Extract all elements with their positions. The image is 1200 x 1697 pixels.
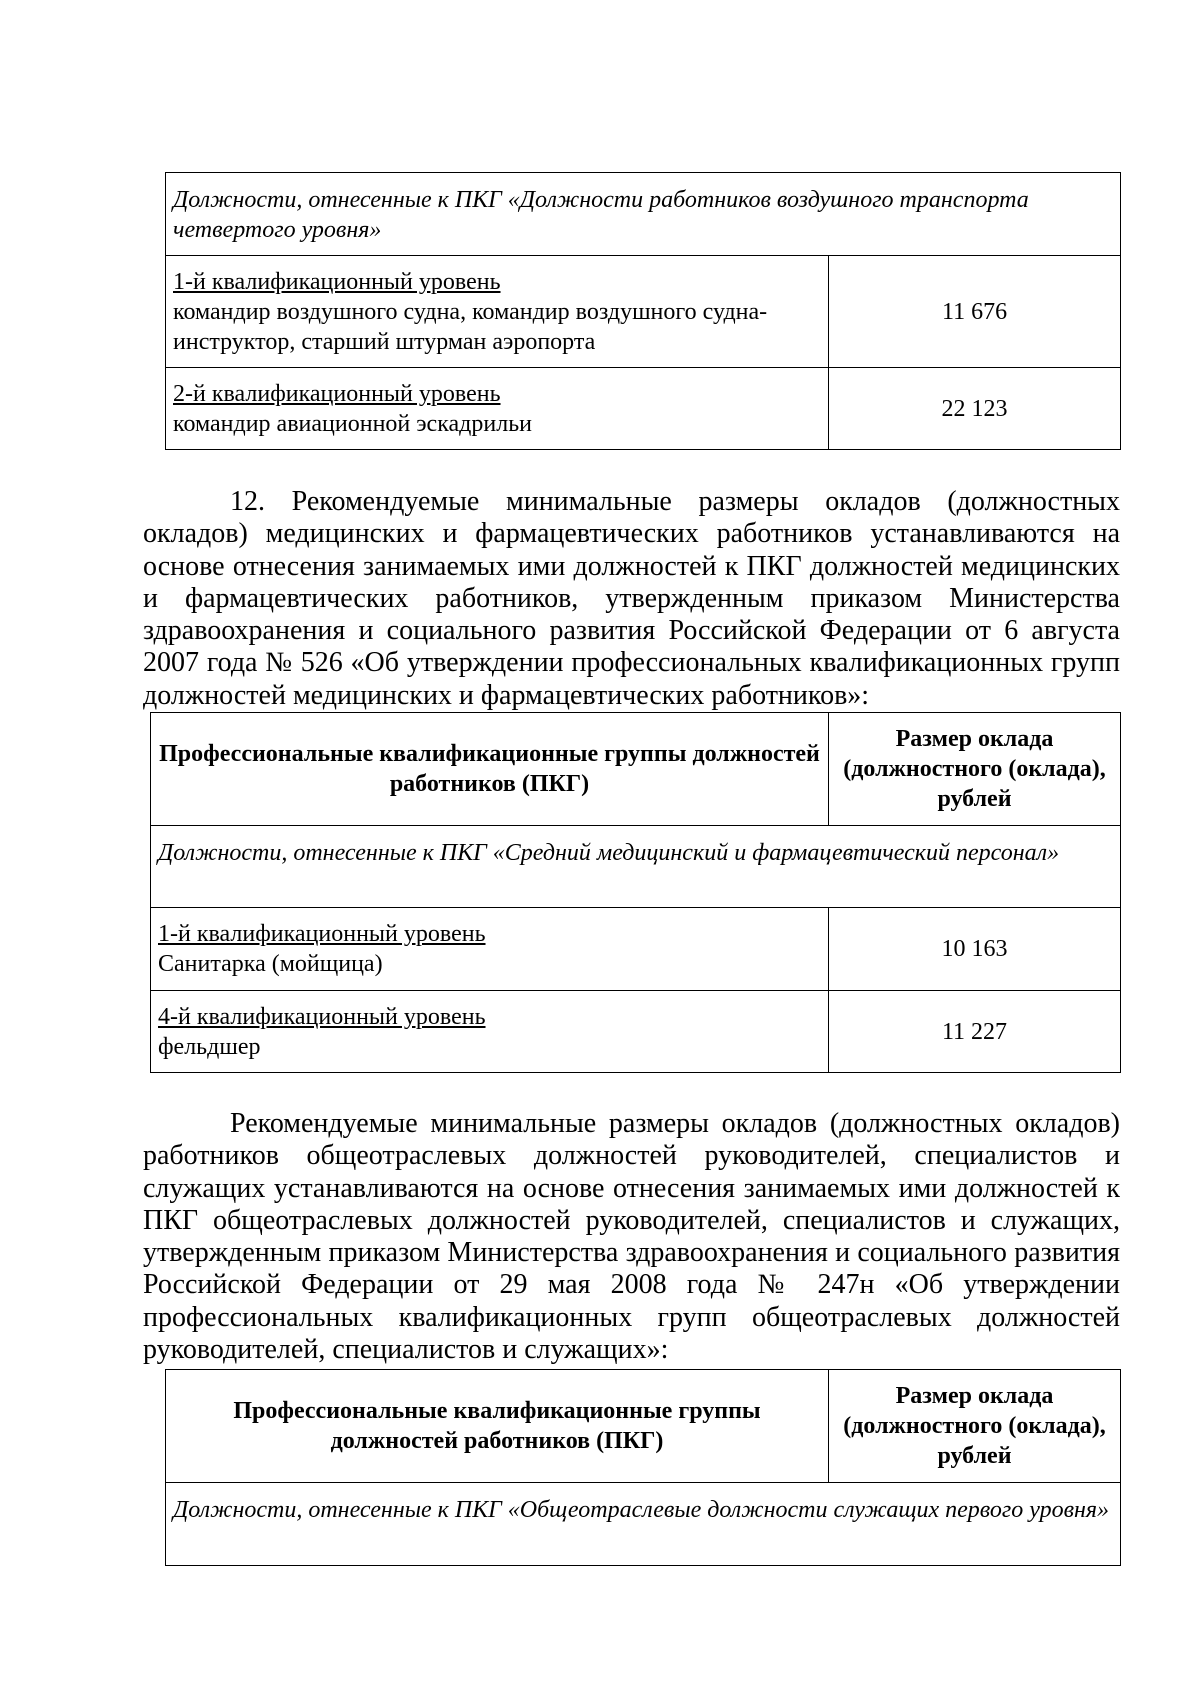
qualification-level: 4-й квалификационный уровень [158,1003,486,1030]
header-salary-size: Размер оклада (должностного (оклада), рублей [829,1370,1121,1483]
qualification-level: 2-й квалификационный уровень [173,380,501,407]
qualification-level: 1-й квалификационный уровень [173,268,501,295]
salary-value: 22 123 [829,368,1121,450]
position-list: Санитарка (мойщица) [158,951,383,977]
position-cell [166,368,829,450]
position-cell [151,908,829,991]
salary-value: 11 676 [829,256,1121,368]
paragraph-medical-salaries [143,486,1120,712]
position-list: командир воздушного судна, командир воздушного судна-инструктор, старший штурман аэропорта [173,298,768,355]
header-salary-size: Размер оклада (должностного (оклада), рублей [829,713,1121,826]
medical-salary-table [150,712,1121,1073]
group-title-row [151,826,1121,908]
general-salary-table [165,1369,1121,1566]
group-title-row [166,173,1121,256]
salary-value: 10 163 [829,908,1121,991]
position-list: командир авиационной эскадрильи [173,410,532,437]
header-pkg-groups: Профессиональные квалификационные группы должностей работников (ПКГ) [151,713,829,826]
position-cell [151,991,829,1073]
paragraph-text: Рекомендуемые минимальные размеры окладов (должностных окладов) работников общеотраслевых должностей руководителей, специалистов и служащих устанавливаются на основе отнесения занимаемых ими должностей к ПКГ общеотраслевых должностей руководителей, специалистов и служащих, утвержденным приказом Министерства здравоохранения и социального развития Российской Федерации от 29 мая 2008 года № 247н «Об утверждении профессиональных квалификационных групп общеотраслевых должностей руководителей, специалистов и служащих»: [143,1108,1120,1366]
group-title: Должности, отнесенные к ПКГ «Средний медицинский и фармацевтический персонал» [158,840,1060,866]
paragraph-text: 12. Рекомендуемые минимальные размеры окладов (должностных окладов) медицинских и фармацевтических работников устанавливаются на основе отнесения занимаемых ими должностей к ПКГ должностей медицинских и фармацевтических работников, утвержденным приказом Министерства здравоохранения и социального развития Российской Федерации от 6 августа 2007 года № 526 «Об утверждении профессиональных квалификационных групп должностей медицинских и фармацевтических работников»: [143,486,1120,711]
header-pkg-groups: Профессиональные квалификационные группы должностей работников (ПКГ) [166,1370,829,1483]
position-cell [166,256,829,368]
group-title: Должности, отнесенные к ПКГ «Должности работников воздушного транспорта четвертого уровня» [173,187,1029,243]
aviation-salary-table [165,172,1121,450]
group-title-row [166,1483,1121,1566]
group-title: Должности, отнесенные к ПКГ «Общеотраслевые должности служащих первого уровня» [173,1497,1110,1523]
position-list: фельдшер [158,1033,261,1060]
salary-value: 11 227 [829,991,1121,1073]
paragraph-general-salaries [143,1108,1120,1366]
qualification-level: 1-й квалификационный уровень [158,921,486,947]
